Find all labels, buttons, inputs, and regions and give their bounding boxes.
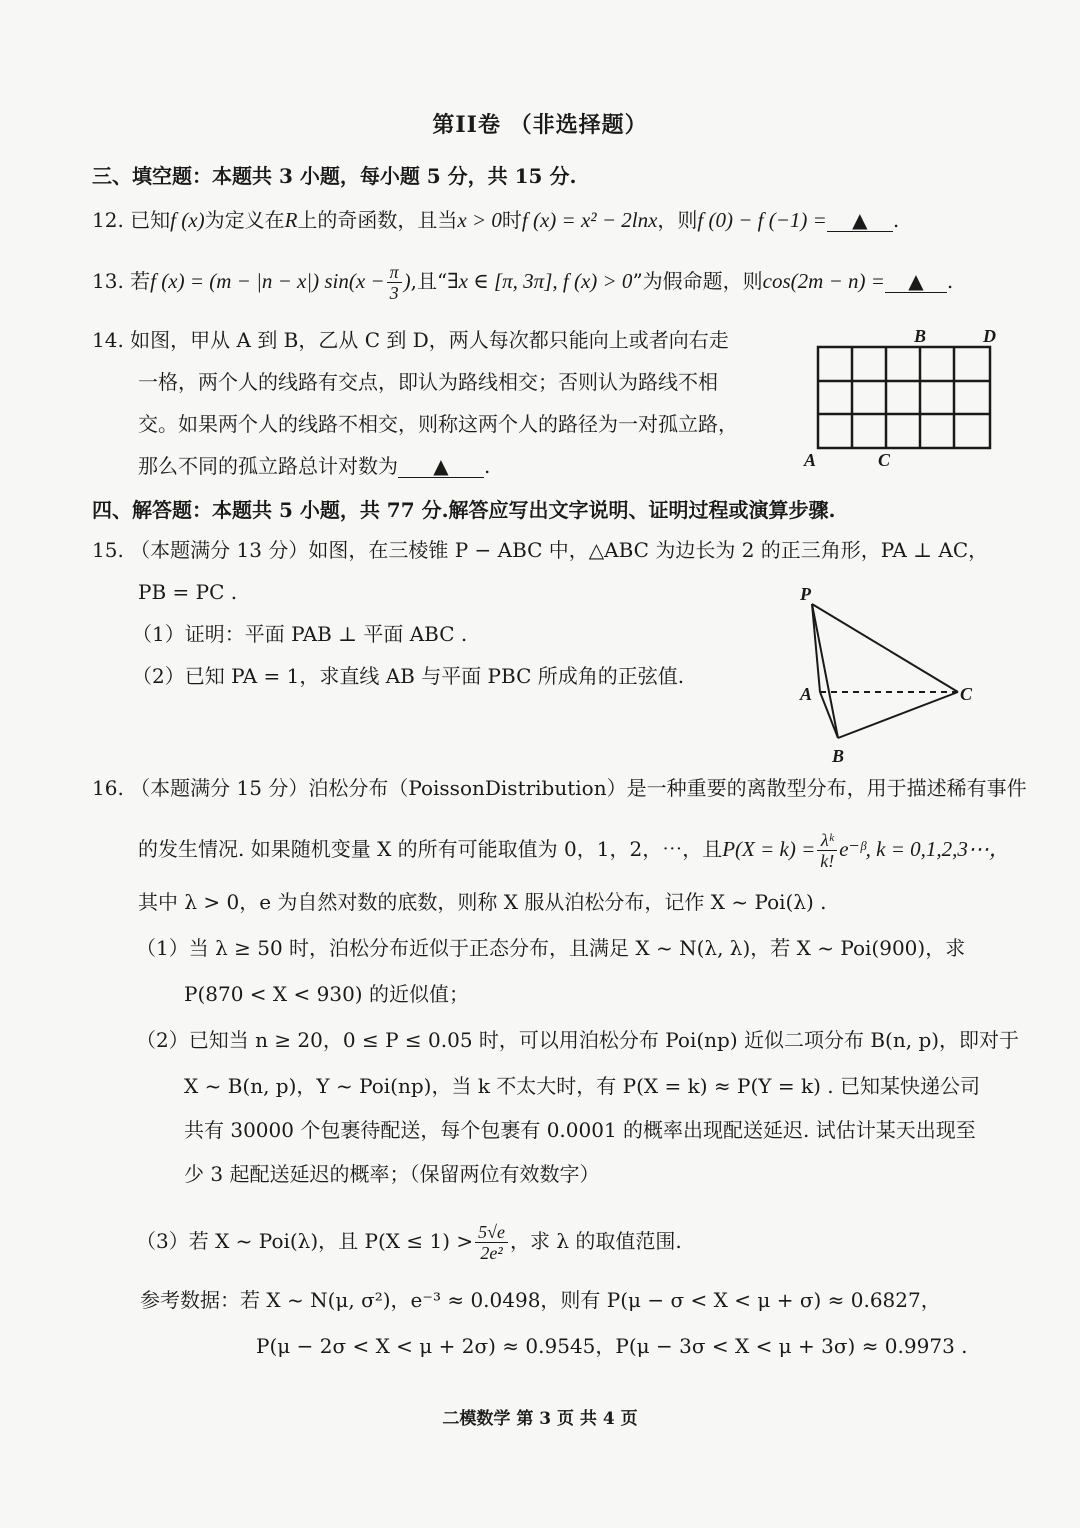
question-14-line4: 那么不同的孤立路总计对数为 ▲ . bbox=[138, 454, 491, 478]
page-title: 第II卷 （非选择题） bbox=[432, 112, 648, 138]
grid-lines bbox=[818, 347, 990, 448]
question-14-line3: 交。如果两个人的线路不相交，则称这两个人的路径为一对孤立路， bbox=[138, 412, 738, 436]
question-16-part3: （3）若 X ~ Poi(λ)，且 P(X ≤ 1) > $\frac{5√e}{\text{2e²}}$ ，求 λ 的取值范围. bbox=[136, 1222, 682, 1263]
grid-label-c: C bbox=[878, 450, 891, 470]
pyramid-edges bbox=[812, 604, 958, 738]
reference-data-line2: P(μ − 2σ < X < μ + 2σ) ≈ 0.9545，P(μ − 3σ < X < μ + 3σ) ≈ 0.9973 . bbox=[256, 1334, 968, 1358]
fraction: $\frac{\pi}{3}$ bbox=[387, 262, 402, 303]
question-16-part1-cont: P(870 < X < 930) 的近似值； bbox=[184, 982, 469, 1006]
question-16-part1: （1）当 λ ≥ 50 时，泊松分布近似于正态分布，且满足 X ~ N(λ, λ)，若 X ~ Poi(900)，求 bbox=[136, 936, 966, 960]
question-number: 13. bbox=[92, 269, 124, 293]
question-16-part2-cont1: X ~ B(n, p)，Y ~ Poi(np)，当 k 不太大时，有 P(X = k) ≈ P(Y = k) . 已知某快递公司 bbox=[184, 1074, 980, 1098]
page-footer: 二模数学 第 3 页 共 4 页 bbox=[442, 1409, 638, 1429]
vertex-label-a: A bbox=[800, 684, 813, 704]
question-15-line2: PB = PC . bbox=[138, 580, 238, 604]
grid-path-figure bbox=[800, 322, 1010, 472]
grid-label-d: D bbox=[983, 326, 996, 346]
grid-label-a: A bbox=[804, 450, 817, 470]
question-16: 16. （本题满分 15 分）泊松分布（PoissonDistribution）是一种重要的离散型分布，用于描述稀有事件 bbox=[92, 776, 1027, 800]
answer-blank: ▲ bbox=[885, 270, 947, 293]
question-number: 12. bbox=[92, 208, 124, 232]
question-15: 15. （本题满分 13 分）如图，在三棱锥 P − ABC 中，△ABC 为边长为 2 的正三角形，PA ⊥ AC， bbox=[92, 538, 989, 562]
section-answer-header: 四、解答题：本题共 5 小题，共 77 分.解答应写出文字说明、证明过程或演算步骤. bbox=[92, 498, 836, 522]
question-16-part2: （2）已知当 n ≥ 20，0 ≤ P ≤ 0.05 时，可以用泊松分布 Poi(np) 近似二项分布 B(n, p)，即对于 bbox=[136, 1028, 1020, 1052]
vertex-label-b: B bbox=[832, 746, 845, 766]
question-16-line3: 其中 λ > 0，e 为自然对数的底数，则称 X 服从泊松分布，记作 X ~ Poi(λ) . bbox=[138, 890, 827, 914]
section-fill-in-header: 三、填空题：本题共 3 小题，每小题 5 分，共 15 分. bbox=[92, 164, 577, 188]
question-13: 13. 若f (x) = (m − |n − x|) sin(x − $\frac{\pi}{3}$ ),且“∃x ∈ [π, 3π], f (x) > 0”为假命题，则cos(2m − n) = ▲ . bbox=[92, 262, 954, 303]
fraction: $\frac{\text{λᵏ}}{k!}$ bbox=[817, 830, 837, 871]
question-15-part2: （2）已知 PA = 1，求直线 AB 与平面 PBC 所成角的正弦值. bbox=[132, 664, 685, 688]
question-15-part1: （1）证明：平面 PAB ⊥ 平面 ABC . bbox=[132, 622, 468, 646]
answer-blank: ▲ bbox=[827, 209, 893, 232]
vertex-label-c: C bbox=[960, 684, 973, 704]
question-12: 12. 已知f (x)为定义在R上的奇函数，且当x > 0时f (x) = x² − 2lnx，则f (0) − f (−1) = ▲ . bbox=[92, 208, 900, 232]
math-expr: f (x) bbox=[170, 208, 205, 232]
grid-label-b: B bbox=[914, 326, 927, 346]
question-16-part2-cont2: 共有 30000 个包裹待配送，每个包裹有 0.0001 的概率出现配送延迟. 试估计某天出现至 bbox=[184, 1118, 976, 1142]
fraction: $\frac{5√e}{\text{2e²}}$ bbox=[475, 1222, 508, 1263]
question-number: 16. bbox=[92, 776, 124, 800]
question-number: 15. bbox=[92, 538, 124, 562]
question-14: 14. 如图，甲从 A 到 B，乙从 C 到 D，两人每次都只能向上或者向右走 bbox=[92, 328, 729, 352]
pyramid-figure bbox=[790, 582, 990, 768]
question-14-line2: 一格，两个人的线路有交点，即认为路线相交；否则认为路线不相 bbox=[138, 370, 718, 394]
answer-blank: ▲ bbox=[398, 455, 484, 478]
question-16-line2: 的发生情况. 如果随机变量 X 的所有可能取值为 0，1，2，⋯，且P(X = k) = $\frac{\text{λᵏ}}{k!}$ e⁻ᵝ, k = 0,1,2,3⋯， bbox=[138, 830, 1010, 871]
question-16-part2-cont3: 少 3 起配送延迟的概率；（保留两位有效数字） bbox=[184, 1162, 600, 1186]
question-number: 14. bbox=[92, 328, 124, 352]
vertex-label-p: P bbox=[800, 584, 811, 604]
reference-data-line1: 参考数据：若 X ~ N(μ, σ²)，e⁻³ ≈ 0.0498，则有 P(μ − σ < X < μ + σ) ≈ 0.6827， bbox=[140, 1288, 941, 1312]
